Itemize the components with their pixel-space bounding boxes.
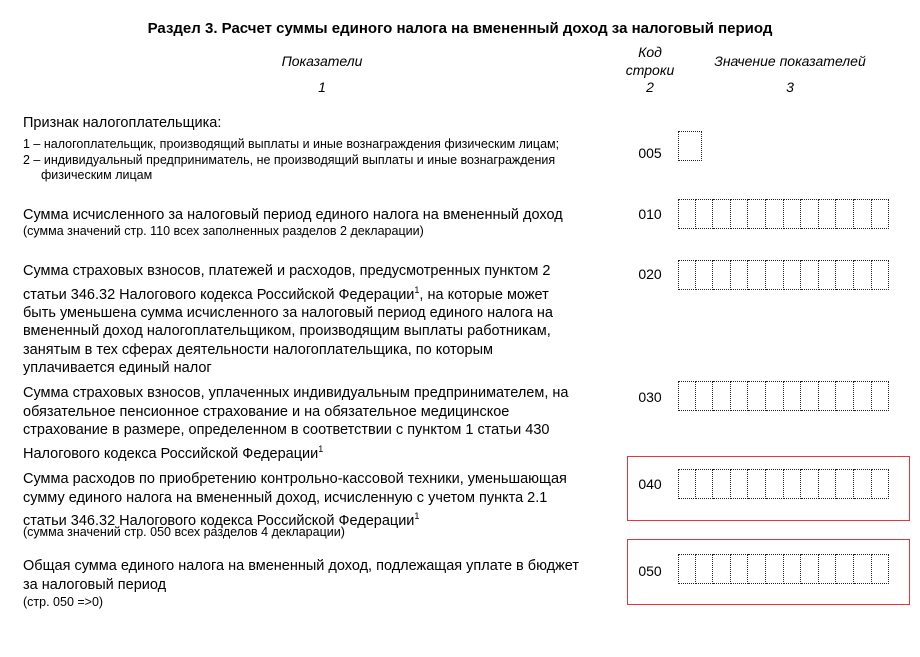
digit-cell[interactable] (854, 469, 872, 499)
row-010-input[interactable] (678, 199, 889, 231)
row-005-option-1: 1 – налогоплательщик, производящий выплаты и иные вознаграждения физическим лицам; (23, 137, 560, 151)
header-num-2: 2 (646, 79, 654, 95)
header-line-code (618, 43, 682, 79)
digit-cell[interactable] (819, 381, 837, 411)
row-040-line: сумму единого налога на вмененный доход, исчисленную с учетом пункта 2.1 (23, 489, 548, 506)
digit-cell[interactable] (819, 199, 837, 229)
row-020-line: быть уменьшена сумма исчисленного за налоговый период единого налога на (23, 304, 553, 321)
digit-cell[interactable] (766, 469, 784, 499)
digit-cell[interactable] (696, 554, 714, 584)
digit-cell[interactable] (766, 199, 784, 229)
header-values: Значение показателей (714, 53, 866, 69)
digit-cell[interactable] (713, 381, 731, 411)
row-010-label: Сумма исчисленного за налоговый период единого налога на вмененный доход (23, 207, 563, 223)
digit-cell[interactable] (766, 260, 784, 290)
row-050-line: Общая сумма единого налога на вмененный доход, подлежащая уплате в бюджет (23, 558, 580, 574)
digit-cell[interactable] (836, 260, 854, 290)
digit-cell[interactable] (819, 554, 837, 584)
header-code-line2: строки (625, 62, 675, 78)
digit-cell[interactable] (872, 260, 890, 290)
row-020-line: вмененный доход налогоплательщиком, производящим выплаты работникам, (23, 323, 551, 340)
row-020-code: 020 (638, 266, 662, 282)
digit-cell[interactable] (713, 554, 731, 584)
digit-cell[interactable] (696, 260, 714, 290)
digit-cell[interactable] (678, 469, 696, 499)
digit-cell[interactable] (678, 381, 696, 411)
digit-cell[interactable] (854, 199, 872, 229)
digit-cell[interactable] (713, 199, 731, 229)
digit-cell[interactable] (748, 381, 766, 411)
row-020-line-text: статьи 346.32 Налогового кодекса Российской Федерации (23, 286, 415, 303)
digit-cell[interactable] (836, 469, 854, 499)
digit-cell[interactable] (784, 199, 802, 229)
row-005-input[interactable] (678, 131, 702, 163)
row-020-line: Сумма страховых взносов, платежей и расходов, предусмотренных пунктом 2 (23, 263, 551, 279)
row-050-line: за налоговый период (23, 576, 167, 593)
digit-cell[interactable] (819, 260, 837, 290)
section-title: Раздел 3. Расчет суммы единого налога на вмененный доход за налоговый период (147, 20, 773, 37)
row-020-line: занятым в тех сферах деятельности налогоплательщика, по которым (23, 341, 493, 358)
row-040-code: 040 (638, 476, 662, 492)
row-010-code: 010 (638, 206, 662, 222)
digit-cell[interactable] (836, 554, 854, 584)
digit-cell[interactable] (784, 469, 802, 499)
digit-cell[interactable] (784, 260, 802, 290)
row-040-input[interactable] (678, 469, 889, 501)
row-030-text (23, 384, 568, 463)
footnote-ref: 1 (414, 511, 420, 521)
row-040-line-text: статьи 346.32 Налогового кодекса Российской Федерации (23, 512, 415, 529)
row-010-note: (сумма значений стр. 110 всех заполненных разделов 2 декларации) (23, 224, 424, 238)
digit-cell[interactable] (801, 381, 819, 411)
digit-cell[interactable] (731, 469, 749, 499)
digit-cell[interactable] (784, 554, 802, 584)
row-005-option-2: 2 – индивидуальный предприниматель, не производящий выплаты и иные вознаграждения (23, 153, 556, 167)
header-num-3: 3 (786, 79, 794, 95)
digit-cell[interactable] (784, 381, 802, 411)
header-code-line1: Код (638, 44, 662, 60)
row-050-text (23, 557, 579, 594)
digit-cell[interactable] (872, 199, 890, 229)
row-040-line: Сумма расходов по приобретению контрольно-кассовой техники, уменьшающая (23, 471, 567, 487)
digit-cell[interactable] (678, 554, 696, 584)
row-050-input[interactable] (678, 554, 889, 586)
digit-cell[interactable] (801, 199, 819, 229)
digit-cell[interactable] (854, 554, 872, 584)
digit-cell[interactable] (713, 469, 731, 499)
digit-cell[interactable] (713, 260, 731, 290)
row-030-line: страхование в размере, определенном в соответствии с пунктом 1 статьи 430 (23, 422, 550, 438)
row-030-line: Сумма страховых взносов, уплаченных индивидуальным предпринимателем, на (23, 385, 569, 401)
row-030-line (23, 440, 568, 463)
digit-cell[interactable] (872, 381, 890, 411)
row-020-text (23, 262, 553, 378)
digit-cell[interactable] (731, 260, 749, 290)
row-020-line-text: , на которые может (419, 286, 549, 303)
row-005-code: 005 (638, 145, 662, 161)
digit-cell[interactable] (678, 131, 702, 161)
digit-cell[interactable] (696, 199, 714, 229)
digit-cell[interactable] (748, 554, 766, 584)
row-050-code: 050 (638, 563, 662, 579)
digit-cell[interactable] (748, 260, 766, 290)
row-040-note: (сумма значений стр. 050 всех разделов 4 декларации) (23, 525, 345, 539)
digit-cell[interactable] (731, 554, 749, 584)
digit-cell[interactable] (766, 381, 784, 411)
header-indicators: Показатели (281, 53, 363, 69)
digit-cell[interactable] (696, 381, 714, 411)
footnote-ref: 1 (414, 284, 420, 295)
digit-cell[interactable] (854, 260, 872, 290)
digit-cell[interactable] (836, 381, 854, 411)
digit-cell[interactable] (801, 469, 819, 499)
row-030-code: 030 (638, 389, 662, 405)
digit-cell[interactable] (696, 469, 714, 499)
digit-cell[interactable] (801, 260, 819, 290)
digit-cell[interactable] (731, 381, 749, 411)
row-005-label: Признак налогоплательщика: (23, 115, 222, 131)
digit-cell[interactable] (748, 199, 766, 229)
header-num-1: 1 (318, 79, 326, 95)
digit-cell[interactable] (819, 469, 837, 499)
digit-cell[interactable] (766, 554, 784, 584)
row-030-line: обязательное пенсионное страхование и на обязательное медицинское (23, 403, 510, 420)
row-020-line: уплачивается единый налог (23, 360, 212, 377)
digit-cell[interactable] (836, 199, 854, 229)
digit-cell[interactable] (731, 199, 749, 229)
row-020-input[interactable] (678, 260, 889, 292)
row-005-option-2-cont: физическим лицам (41, 168, 153, 182)
digit-cell[interactable] (872, 554, 890, 584)
digit-cell[interactable] (748, 469, 766, 499)
digit-cell[interactable] (872, 469, 890, 499)
row-020-line (23, 281, 553, 304)
row-040-text (23, 470, 567, 530)
row-030-line-text: Налогового кодекса Российской Федерации (23, 445, 319, 462)
digit-cell[interactable] (854, 381, 872, 411)
row-030-input[interactable] (678, 381, 889, 413)
digit-cell[interactable] (678, 199, 696, 229)
digit-cell[interactable] (801, 554, 819, 584)
digit-cell[interactable] (678, 260, 696, 290)
footnote-ref: 1 (318, 443, 324, 454)
row-050-note: (стр. 050 =>0) (23, 595, 104, 609)
